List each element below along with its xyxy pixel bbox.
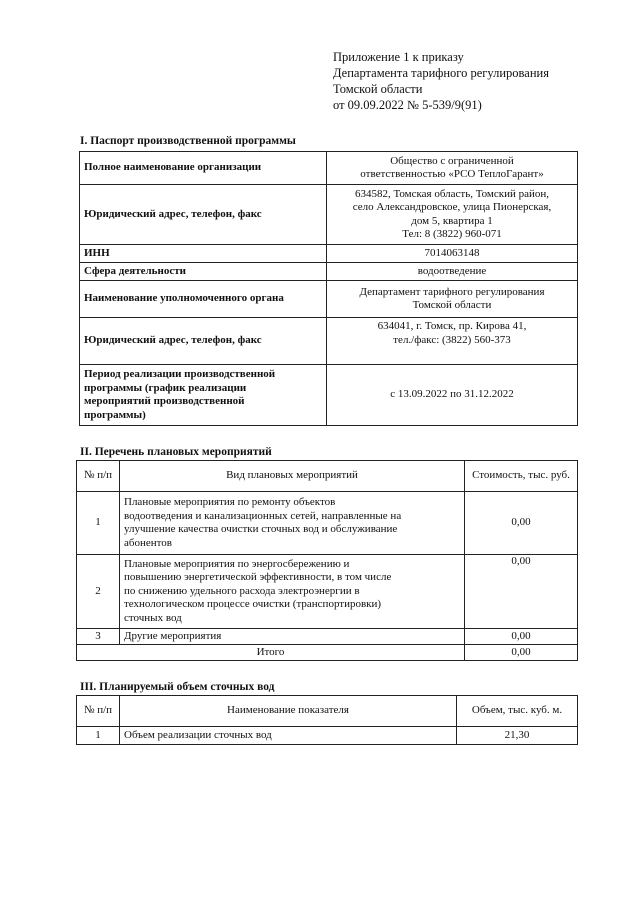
total-value: 0,00 — [465, 645, 578, 661]
table-row — [80, 318, 578, 365]
section3-title: III. Планируемый объем сточных вод — [80, 681, 275, 693]
name-line: Плановые мероприятия по энергосбережению и — [124, 557, 350, 570]
table-row — [80, 263, 578, 281]
row-cost: 0,00 — [465, 492, 578, 555]
row-num: 1 — [77, 727, 120, 745]
row-name: Объем реализации сточных вод — [120, 727, 457, 745]
header-name: Наименование показателя — [120, 696, 457, 727]
row-name: Другие мероприятия — [120, 629, 465, 645]
name-line: Плановые мероприятия по ремонту объектов — [124, 496, 336, 508]
row-num: 3 — [77, 629, 120, 645]
table-row — [77, 492, 578, 555]
table-row — [80, 185, 578, 245]
passport-value — [327, 318, 578, 365]
table-row — [77, 629, 578, 645]
row-num: 1 — [77, 492, 120, 555]
passport-value — [327, 365, 578, 426]
value-line: Тел: 8 (3822) 960-071 — [402, 228, 502, 240]
order-date-line: от 09.09.2022 № 5-539/9(91) — [333, 98, 482, 112]
value-line: 7014063148 — [424, 246, 480, 259]
table-row — [77, 727, 578, 745]
table-row — [80, 152, 578, 185]
total-label: Итого — [77, 645, 465, 661]
value-line: водоотведение — [417, 264, 487, 277]
passport-label — [80, 365, 327, 426]
value-line: 634041, г. Томск, пр. Кирова 41, — [377, 320, 527, 332]
value-line: дом 5, квартира 1 — [411, 214, 493, 227]
row-cost: 0,00 — [465, 629, 578, 645]
row-num: 2 — [77, 555, 120, 629]
row-volume: 21,30 — [457, 727, 578, 745]
passport-label: Наименование уполномоченного органа — [80, 281, 327, 318]
name-line: по снижению удельного расхода электроэнергии в — [124, 584, 360, 597]
value-line: 634582, Томская область, Томский район, — [354, 187, 550, 200]
appendix-line: Приложение 1 к приказу — [333, 50, 464, 64]
name-line: улучшение качества очистки сточных вод и обслуживание — [124, 523, 398, 535]
row-name — [120, 555, 465, 629]
passport-label: Юридический адрес, телефон, факс — [80, 318, 327, 365]
passport-table — [79, 151, 578, 426]
passport-label: ИНН — [80, 245, 327, 263]
passport-value — [327, 152, 578, 185]
header-cost: Стоимость, тыс. руб. — [465, 461, 578, 492]
header-num: № п/п — [77, 461, 120, 492]
table-row — [80, 281, 578, 318]
name-line: технологическом процессе очистки (транспортировки) — [124, 598, 382, 611]
section1-title: I. Паспорт производственной программы — [80, 135, 296, 147]
region-line: Томской области — [333, 82, 423, 96]
volume-table — [76, 695, 578, 745]
label-line: программы (график реализации — [84, 381, 247, 394]
order-appendix-header — [333, 49, 633, 113]
row-name — [120, 492, 465, 555]
value-line: с 13.09.2022 по 31.12.2022 — [390, 388, 514, 401]
row-cost: 0,00 — [465, 555, 578, 629]
value-line: ответственностью «РСО ТеплоГарант» — [360, 168, 544, 180]
name-line: повышению энергетической эффективности, в том числе — [124, 571, 392, 584]
header-num: № п/п — [77, 696, 120, 727]
header-name: Вид плановых мероприятий — [120, 461, 465, 492]
measures-table — [76, 460, 578, 661]
passport-value — [327, 245, 578, 263]
passport-label: Юридический адрес, телефон, факс — [80, 185, 327, 245]
table-row — [77, 696, 578, 727]
label-line: Период реализации производственной — [84, 368, 276, 380]
passport-label: Полное наименование организации — [80, 152, 327, 185]
name-line: абонентов — [124, 536, 172, 549]
label-line: программы) — [84, 408, 146, 421]
value-line: тел./факс: (3822) 560-373 — [393, 333, 511, 346]
value-line: Томской области — [412, 299, 492, 311]
passport-value — [327, 185, 578, 245]
passport-value — [327, 281, 578, 318]
value-line: Департамент тарифного регулирования — [359, 285, 545, 298]
table-row — [80, 365, 578, 426]
label-line: мероприятий производственной — [84, 395, 245, 407]
section2-title: II. Перечень плановых мероприятий — [80, 446, 272, 458]
passport-value — [327, 263, 578, 281]
header-volume: Объем, тыс. куб. м. — [457, 696, 578, 727]
department-line: Департамента тарифного регулирования — [333, 66, 549, 80]
table-row — [77, 461, 578, 492]
table-row — [80, 245, 578, 263]
table-row — [77, 645, 578, 661]
value-line: село Александровское, улица Пионерская, — [352, 201, 552, 213]
table-row — [77, 555, 578, 629]
name-line: водоотведения и канализационных сетей, направленные на — [124, 509, 402, 522]
passport-label: Сфера деятельности — [80, 263, 327, 281]
value-line: Общество с ограниченной — [390, 154, 514, 167]
name-line: сточных вод — [124, 611, 182, 624]
